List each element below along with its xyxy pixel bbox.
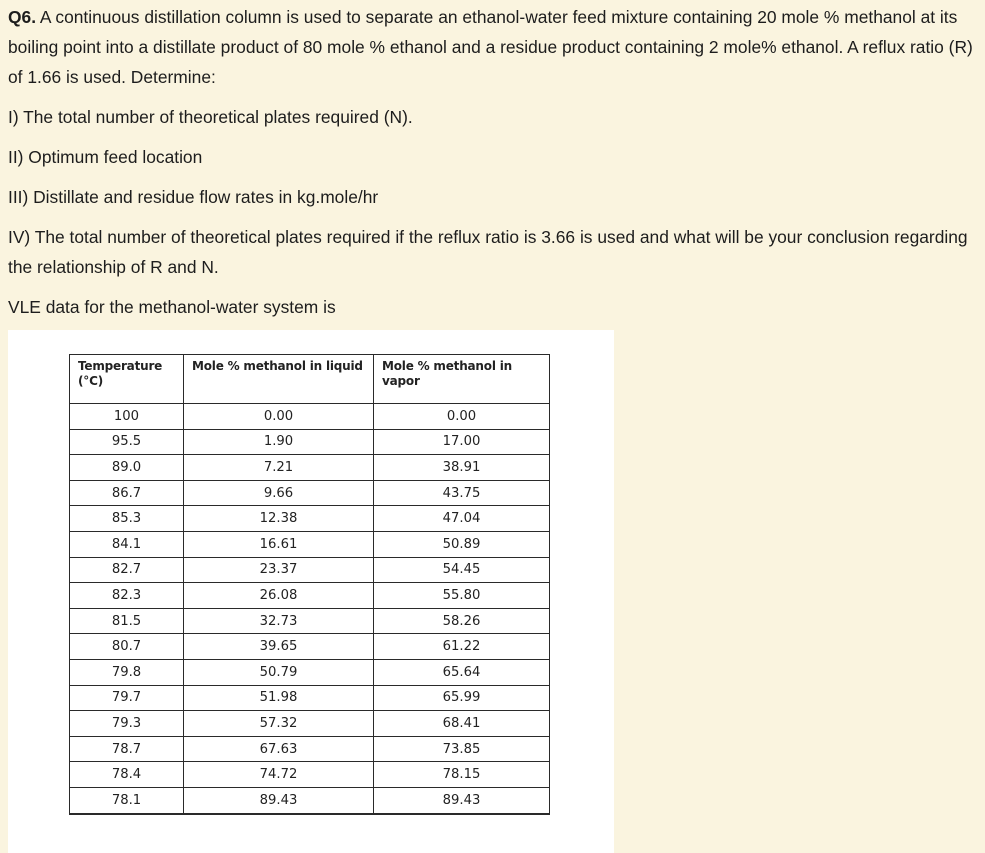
cell-vapor: 0.00 [374, 404, 550, 430]
table-row [70, 787, 550, 813]
cell-vapor: 73.85 [374, 736, 550, 762]
cell-temperature: 78.7 [70, 736, 184, 762]
cell-temperature: 100 [70, 404, 184, 430]
cell-vapor: 58.26 [374, 608, 550, 634]
cell-temperature: 82.7 [70, 557, 184, 583]
cell-temperature: 95.5 [70, 429, 184, 455]
cell-vapor: 47.04 [374, 506, 550, 532]
question-text [8, 2, 980, 332]
table-row [70, 583, 550, 609]
cell-liquid: 26.08 [184, 583, 374, 609]
vle-caption: VLE data for the methanol-water system is [8, 297, 336, 317]
header-vapor: Mole % methanol in vapor [374, 355, 550, 404]
cell-vapor: 50.89 [374, 531, 550, 557]
table-row [70, 762, 550, 788]
cell-vapor: 43.75 [374, 480, 550, 506]
question-intro [8, 2, 980, 92]
table-row [70, 480, 550, 506]
table-row [70, 531, 550, 557]
header-temperature: Temperature (°C) [70, 355, 184, 404]
cell-liquid: 67.63 [184, 736, 374, 762]
table-row [70, 736, 550, 762]
cell-liquid: 1.90 [184, 429, 374, 455]
cell-vapor: 68.41 [374, 711, 550, 737]
cell-liquid: 0.00 [184, 404, 374, 430]
table-header-row [70, 355, 550, 404]
cell-temperature: 84.1 [70, 531, 184, 557]
cell-liquid: 50.79 [184, 659, 374, 685]
cell-vapor: 54.45 [374, 557, 550, 583]
cell-vapor: 38.91 [374, 455, 550, 481]
cell-temperature: 81.5 [70, 608, 184, 634]
question-part-3: III) Distillate and residue flow rates in kg.mole/hr [8, 187, 379, 207]
cell-temperature: 80.7 [70, 634, 184, 660]
cell-vapor: 65.64 [374, 659, 550, 685]
vle-table [69, 354, 550, 815]
cell-liquid: 9.66 [184, 480, 374, 506]
question-intro-text: A continuous distillation column is used to separate an ethanol-water feed mixture containing 20 mole % methanol at its boiling point into a distillate product of 80 mole % ethanol and a residue product containing 2 mole% ethanol. A reflux ratio (R) of 1.66 is used. Determine: [8, 7, 973, 87]
cell-vapor: 61.22 [374, 634, 550, 660]
cell-temperature: 89.0 [70, 455, 184, 481]
cell-liquid: 32.73 [184, 608, 374, 634]
cell-vapor: 17.00 [374, 429, 550, 455]
cell-temperature: 86.7 [70, 480, 184, 506]
cell-vapor: 78.15 [374, 762, 550, 788]
table-row [70, 608, 550, 634]
cell-liquid: 23.37 [184, 557, 374, 583]
table-row [70, 404, 550, 430]
cell-liquid: 12.38 [184, 506, 374, 532]
cell-liquid: 89.43 [184, 787, 374, 813]
cell-liquid: 57.32 [184, 711, 374, 737]
cell-temperature: 79.3 [70, 711, 184, 737]
cell-temperature: 82.3 [70, 583, 184, 609]
cell-liquid: 74.72 [184, 762, 374, 788]
table-row [70, 634, 550, 660]
table-row [70, 506, 550, 532]
cell-liquid: 39.65 [184, 634, 374, 660]
question-part-4: IV) The total number of theoretical plates required if the reflux ratio is 3.66 is used and what will be your conclusion regarding the relationship of R and N. [8, 227, 968, 277]
table-row [70, 557, 550, 583]
cell-temperature: 85.3 [70, 506, 184, 532]
cell-liquid: 51.98 [184, 685, 374, 711]
table-row [70, 685, 550, 711]
table-row [70, 455, 550, 481]
vle-table-panel [8, 330, 614, 853]
table-row [70, 659, 550, 685]
cell-liquid: 16.61 [184, 531, 374, 557]
cell-vapor: 65.99 [374, 685, 550, 711]
question-part-2: II) Optimum feed location [8, 147, 203, 167]
cell-temperature: 79.8 [70, 659, 184, 685]
table-row [70, 429, 550, 455]
cell-temperature: 78.1 [70, 787, 184, 813]
cell-temperature: 79.7 [70, 685, 184, 711]
question-number: Q6. [8, 7, 37, 27]
cell-vapor: 55.80 [374, 583, 550, 609]
header-liquid: Mole % methanol in liquid [184, 355, 374, 404]
table-row [70, 711, 550, 737]
cell-temperature: 78.4 [70, 762, 184, 788]
question-part-1: I) The total number of theoretical plates required (N). [8, 107, 413, 127]
cell-vapor: 89.43 [374, 787, 550, 813]
cell-liquid: 7.21 [184, 455, 374, 481]
table-body [70, 404, 550, 814]
